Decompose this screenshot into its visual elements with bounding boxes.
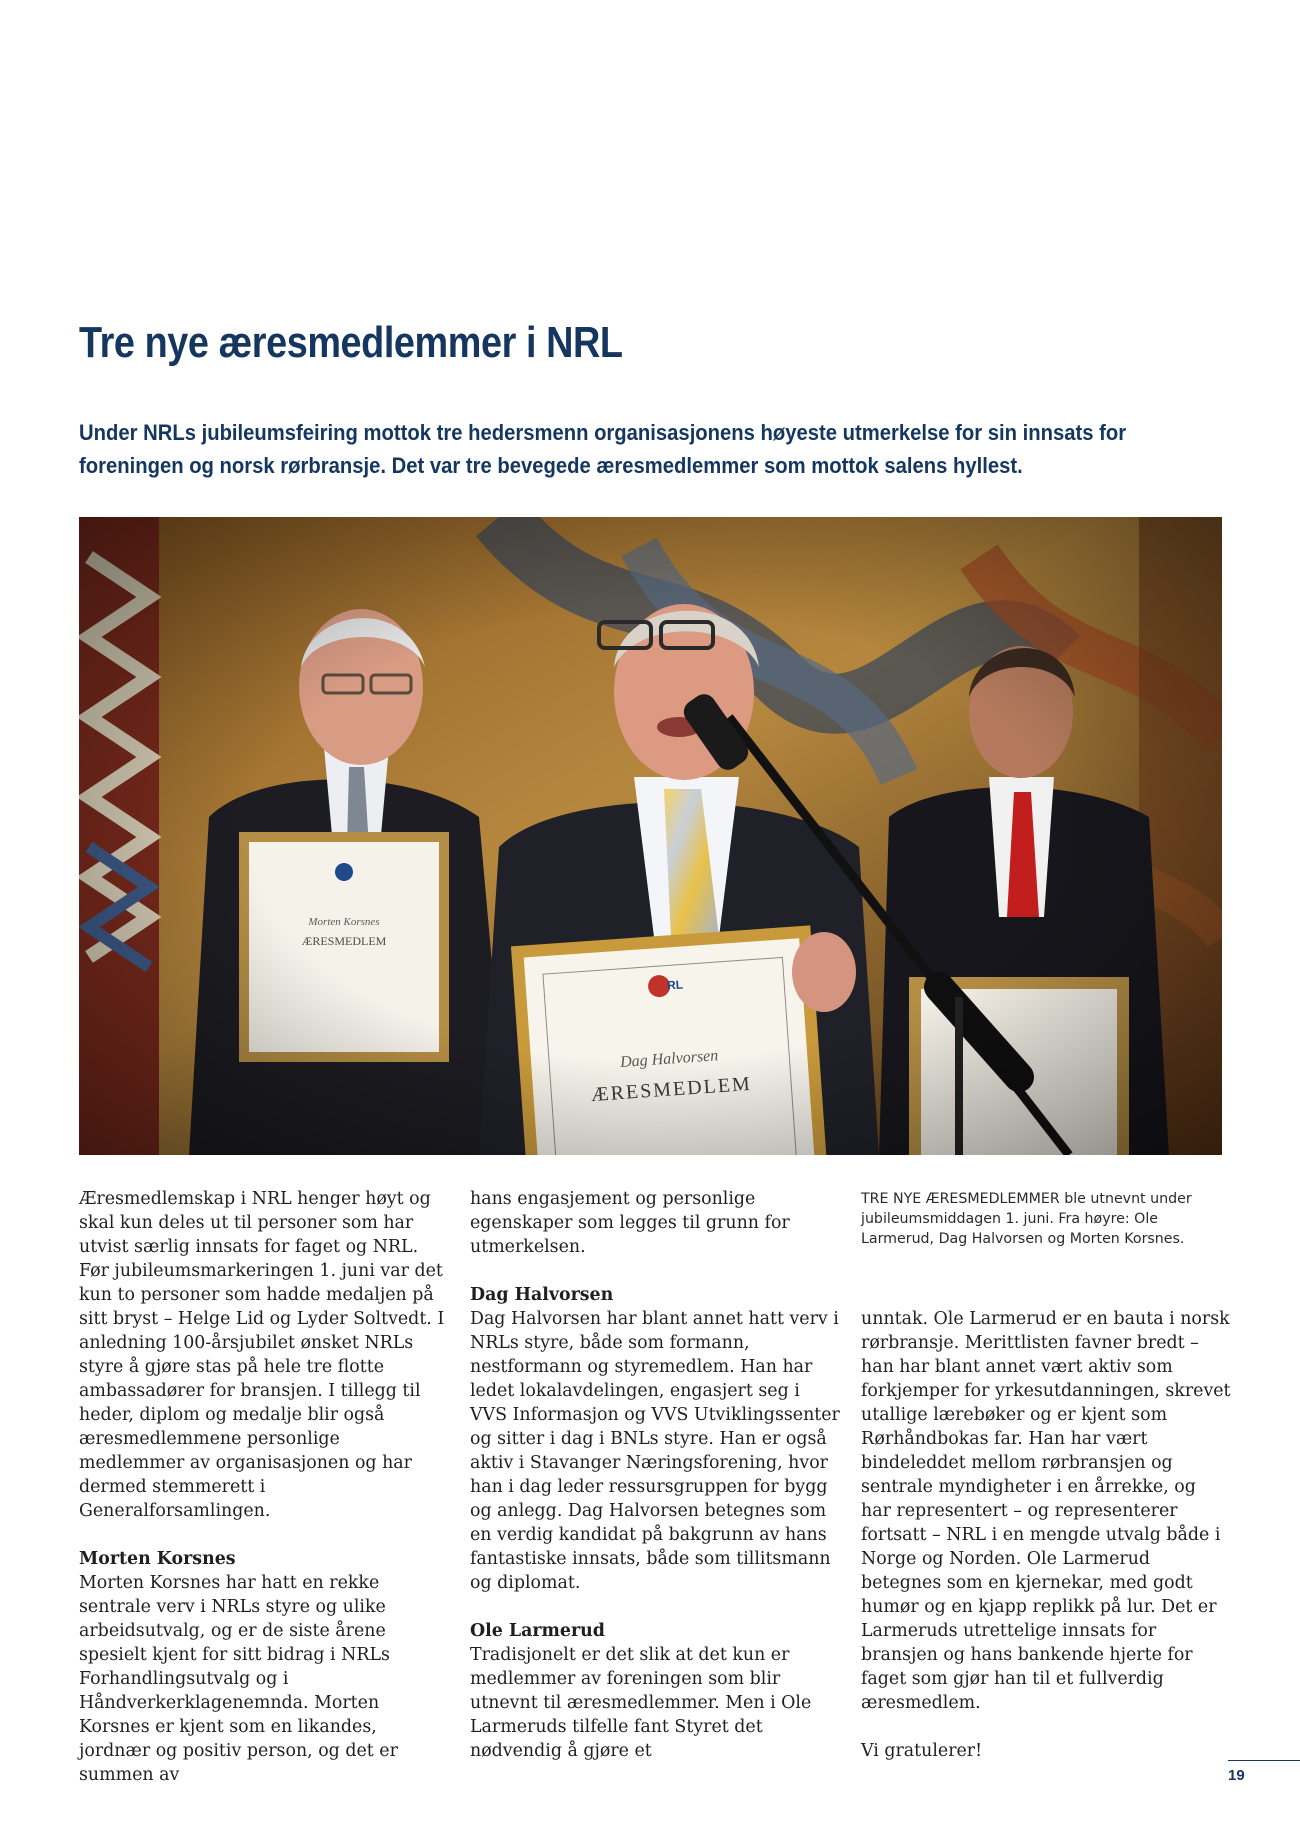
subheading-morten-korsnes: Morten Korsnes: [79, 1549, 236, 1569]
article-headline: Tre nye æresmedlemmer i NRL: [79, 318, 623, 367]
page-number-rule: [1228, 1760, 1300, 1761]
subheading-ole-larmerud: Ole Larmerud: [470, 1621, 605, 1641]
photo-caption: TRE NYE ÆRESMEDLEMMER ble utnevnt under jubileumsmiddagen 1. juni. Fra høyre: Ole Larmerud, Dag Halvorsen og Morten Korsnes.: [861, 1191, 1192, 1247]
body-paragraph: Morten Korsnes har hatt en rekke sentrale verv i NRLs styre og ulike arbeidsutvalg, og er de siste årene spesielt kjent for sitt bidrag i NRLs Forhandlingsutvalg og i Håndverkerklagenemnda. Morten Korsnes er kjent som en likandes, jordnær og positiv person, og det er summen av: [79, 1573, 398, 1785]
subheading-dag-halvorsen: Dag Halvorsen: [470, 1285, 614, 1305]
article-lead: Under NRLs jubileumsfeiring mottok tre hedersmenn organisasjonens høyeste utmerkelse for sin innsats for foreningen og norsk rørbransje. Det var tre bevegede æresmedlemmer som mottok salens hyllest.: [79, 420, 1127, 478]
article-column-1: [79, 1187, 449, 1787]
article-column-3: [861, 1307, 1231, 1763]
body-paragraph: Æresmedlemskap i NRL henger høyt og skal kun deles ut til personer som har utvist særlig innsats for faget og NRL. Før jubileumsmarkeringen 1. juni var det kun to personer som hadde medaljen på sitt bryst – Helge Lid og Lyder Soltvedt. I anledning 100-årsjubilet ønsket NRLs styre å gjøre stas på hele tre flotte ambassadører for bransjen. I tillegg til heder, diplom og medalje blir også æresmedlemmene personlige medlemmer av organisasjonen og har dermed stemmerett i Generalforsamlingen.: [79, 1189, 445, 1521]
body-paragraph: hans engasjement og personlige egenskaper som legges til grunn for utmerkelsen.: [470, 1189, 790, 1257]
body-paragraph: Dag Halvorsen har blant annet hatt verv i NRLs styre, både som formann, nestformann og styremedlem. Han har ledet lokalavdelingen, engasjert seg i VVS Informasjon og VVS Utviklingssenter og sitter i dag i BNLs styre. Han er også aktiv i Stavanger Næringsforening, hvor han i dag leder ressursgruppen for bygg og anlegg. Dag Halvorsen betegnes som en verdig kandidat på bakgrunn av hans fantastiske innsats, både som tillitsmann og diplomat.: [470, 1309, 840, 1593]
body-paragraph: unntak. Ole Larmerud er en bauta i norsk rørbransje. Merittlisten favner bredt – han har blant annet vært aktiv som forkjemper for yrkesutdanningen, skrevet utallige lærebøker og er kjent som Rørhåndbokas far. Han har vært bindeleddet mellom rørbransjen og sentrale myndigheter i en årrekke, og har representert – og representerer fortsatt – NRL i en mengde utvalg både i Norge og Norden. Ole Larmerud betegnes som en kjernekar, med godt humør og en kjapp replikk på lur. Det er Larmeruds utrettelige innsats for bransjen og hans bankende hjerte for faget som gjør han til et fullverdig æresmedlem.: [861, 1309, 1231, 1713]
body-paragraph: Tradisjonelt er det slik at det kun er medlemmer av foreningen som blir utnevnt til æresmedlemmer. Men i Ole Larmeruds tilfelle fant Styret det nødvendig å gjøre et: [470, 1645, 812, 1761]
award-ceremony-photo: [79, 517, 1222, 1155]
article-column-2: [470, 1187, 840, 1763]
page-number: 19: [1228, 1767, 1245, 1784]
closing-line: Vi gratulerer!: [861, 1741, 983, 1761]
